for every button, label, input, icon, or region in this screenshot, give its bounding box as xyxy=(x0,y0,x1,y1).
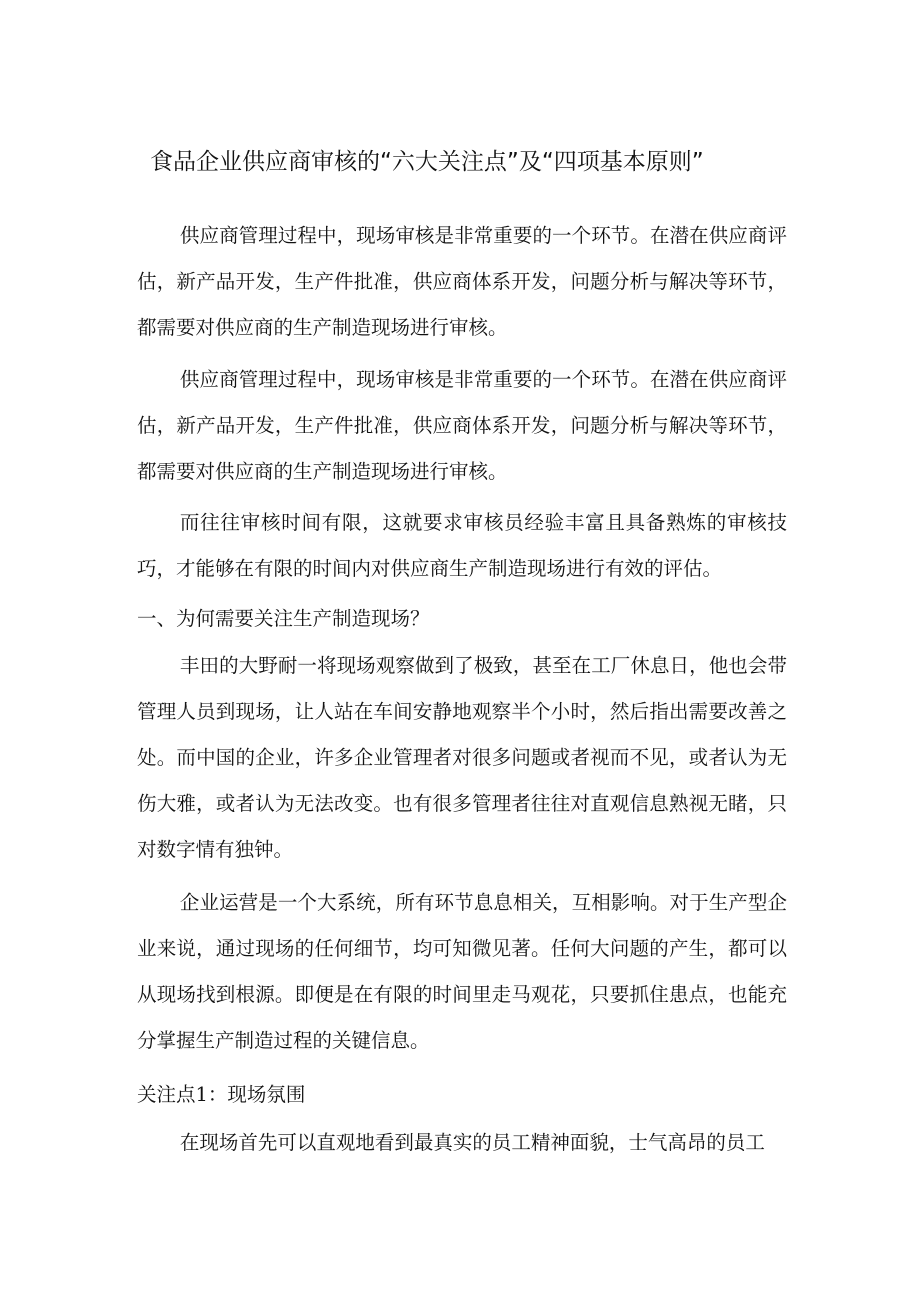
paragraph-intro-2: 供应商管理过程中，现场审核是非常重要的一个环节。在潜在供应商评估，新产品开发，生产件批准，供应商体系开发，问题分析与解决等环节，都需要对供应商的生产制造现场进行审核。 xyxy=(137,368,787,483)
focus-point-heading-1: 关注点1：现场氛围 xyxy=(137,1083,306,1106)
document-title: 食品企业供应商审核的“六大关注点”及“四项基本原则” xyxy=(150,149,704,175)
paragraph-intro-3: 而往往审核时间有限，这就要求审核员经验丰富且具备熟炼的审核技巧，才能够在有限的时间内对供应商生产制造现场进行有效的评估。 xyxy=(137,511,787,580)
paragraph-section1-2: 企业运营是一个大系统，所有环节息息相关，互相影响。对于生产型企业来说，通过现场的任何细节，均可知微见著。任何大问题的产生，都可以从现场找到根源。即便是在有限的时间里走马观花，只要抓住患点，也能充分掌握生产制造过程的关键信息。 xyxy=(137,891,787,1052)
section-heading-1: 一、为何需要关注生产制造现场？ xyxy=(137,607,430,630)
paragraph-focus1: 在现场首先可以直观地看到最真实的员工精神面貌，士气高昂的员工 xyxy=(179,1131,765,1154)
paragraph-section1-1: 丰田的大野耐一将现场观察做到了极致，甚至在工厂休息日，他也会带管理人员到现场，让人站在车间安静地观察半个小时，然后指出需要改善之处。而中国的企业，许多企业管理者对很多问题或者视而不见，或者认为无伤大雅，或者认为无法改变。也有很多管理者往往对直观信息熟视无睹，只对数字情有独钟。 xyxy=(137,654,787,861)
paragraph-intro-1: 供应商管理过程中，现场审核是非常重要的一个环节。在潜在供应商评估，新产品开发，生产件批准，供应商体系开发，问题分析与解决等环节，都需要对供应商的生产制造现场进行审核。 xyxy=(137,224,787,339)
